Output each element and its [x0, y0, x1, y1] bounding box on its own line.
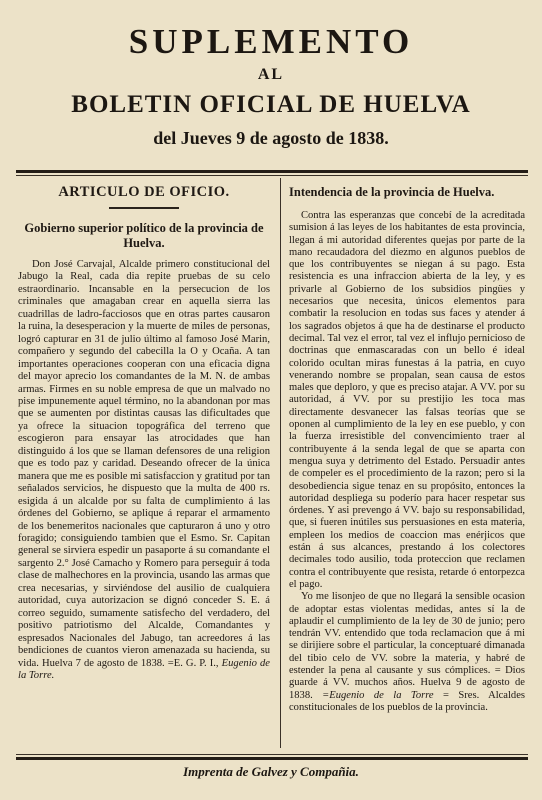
masthead-publication: BOLETIN OFICIAL DE HUELVA [71, 91, 471, 118]
bottom-rule-thin [16, 754, 528, 755]
masthead-date: del Jueves 9 de agosto de 1838. [153, 128, 389, 148]
right-paragraph-2 [289, 591, 525, 714]
right-paragraph-2-text: Yo me lisonjeo de que no llegará la sensible ocasion de adoptar estas violentas medidas, antes sí la de aplaudir el cumplimiento de la ley de 30 de junio; pero tendrán VV. entendido que toda reclamacion que á mi se dirijiere sobre el particular, la conceptuaré dimanada del tibio celo de VV. sobre la materia, y habré de estender la pena al causante y sus cómplices. = Dios guarde á VV. muchos años. Huelva 9 de agosto de 1838. [289, 591, 525, 701]
spacer [289, 200, 525, 210]
right-column [289, 184, 525, 714]
top-rule-thin [16, 175, 528, 176]
heading-rule [109, 207, 179, 209]
left-article-signature: Eugenio de la Torre. [18, 657, 270, 681]
left-article-body [18, 259, 270, 682]
right-section-heading: Intendencia de la provincia de Huelva. [289, 185, 495, 199]
right-closing: = Sres. Alcaldes constitucionales de los pueblos de la provincia. [289, 689, 525, 713]
footer-imprint: Imprenta de Galvez y Compañia. [183, 764, 359, 779]
bottom-rule-thick [16, 757, 528, 760]
masthead-title: SUPLEMENTO [128, 22, 414, 61]
left-subheading: Gobierno superior político de la provincia de Huelva. [24, 221, 264, 250]
right-paragraph-1: Contra las esperanzas que concebí de la acreditada sumision á las leyes de los habitantes de esta provincia, llegan á mi autoridad diferentes quejas por parte de la mano recaudadora del diezmo en algunos pueblos de que los contribuyentes se niegan á su pago. Esta resistencia es una infraccion abierta de la ley, y es privarle al Gobierno de los subsidios pingües y necesarios que necesita, únicos elementos para combatir la resolucion en todas sus faces y atender á los sagrados objetos á que ha de destinarse el producto decimal. Tal vez el error, tal vez el influjo pernicioso de doctrinas que enmascaradas con un bello é ideal colorido ocultan miras funestas á la patria, en cuyo venerando nombre se propalan, sean causa de estos males que deploro, y que es preciso atajar. A VV. por su autoridad, á VV. por su prestijio les toca mas directamente desvanecer las falsas teorías que se oponen al cumplimiento de la ley en ese pueblo, y con la fuerza irresistible del convencimiento traer al contribuyente á la senda legal de que se aparta con mengua suya y detrimento del Estado. Persuadir antes de compeler es el procedimiento de la razon; pero si la desobediencia sigue tenaz en su propósito, entonces la autoridad despliega su poderío para hacer respetar sus órdenes. Y asi prevengo á VV. bajo su responsabilidad, que, si fueren inútiles sus persuasiones en esta materia, empleen los medios de coaccion mas enérjicos que están á sus alcances, prestando á los colectores decimales todo ausilio, toda proteccion que reclamen contra el contribuyente que resista, retarde ó entorpezca el pago. [289, 210, 525, 590]
left-article-text: Don José Carvajal, Alcalde primero constitucional del Jabugo la Real, cada dia repite pruebas de su celo estraordinario. Incansable en la persecucion de los criminales que amagaban crear en aquella sierra las cuadrillas de ladro-facciosos que en otras partes causaron la ruina, la desesperacion y la muerte de miles de personas, logró capturar en 31 de julio último al famoso José Marin, compañero y segundo del cabecilla la O y Ocaña. A tan importantes operaciones cooperan con una eficacia digna del mayor aprecio los comandantes de la M. N. de ambas armas. Firmes en su noble empresa de que un malvado no pise impunemente aquel término, no la abandonan por mas que se aumenten por distintas causas las dificultades que ya ofrece la situacion topográfica del terreno que escogieron para ensayar las atrocidades que han distinguido á los que se llaman defensores de una religion que es todo paz y caridad. Deseando ofrecer de la única manera que me es posible mi satisfaccion y gratitud por tan señalados servicios, he dispuesto que la multa de 400 rs. esigida á un alcalde por su falta de cumplimiento á las órdenes del Gobierno, se aplique á reparar el armamento de los benemeritos nacionales que capturaron á uno y otro foragido; consiguiendo tambien que el Esmo. Sr. Capitan general se sirviera espedir un pasaporte á su comandante el sargento 2.° José Camacho y Romero para perseguir á toda clase de malhechores en la provincia, usando las armas que crea necesarias, y sirviéndose del ausilio de cualquiera autoridad, cuya autorizacion se dignó conceder S. E. á correo seguido, sumamente satisfecho del verdadero, del positivo patriotismo del Alcalde, Comandantes y espresados Nacionales del Jabugo, tan acreedores á las bendiciones de cuantos vieron amenazada su hacienda, su vida. Huelva 7 de agosto de 1838. =E. G. P. I., [18, 259, 270, 669]
masthead-al: AL [257, 66, 285, 83]
top-rule-thick [16, 170, 528, 173]
left-column [18, 184, 270, 682]
column-divider [280, 178, 281, 748]
left-section-heading: ARTICULO DE OFICIO. [58, 184, 230, 200]
right-signature: =Eugenio de la Torre [322, 689, 434, 701]
